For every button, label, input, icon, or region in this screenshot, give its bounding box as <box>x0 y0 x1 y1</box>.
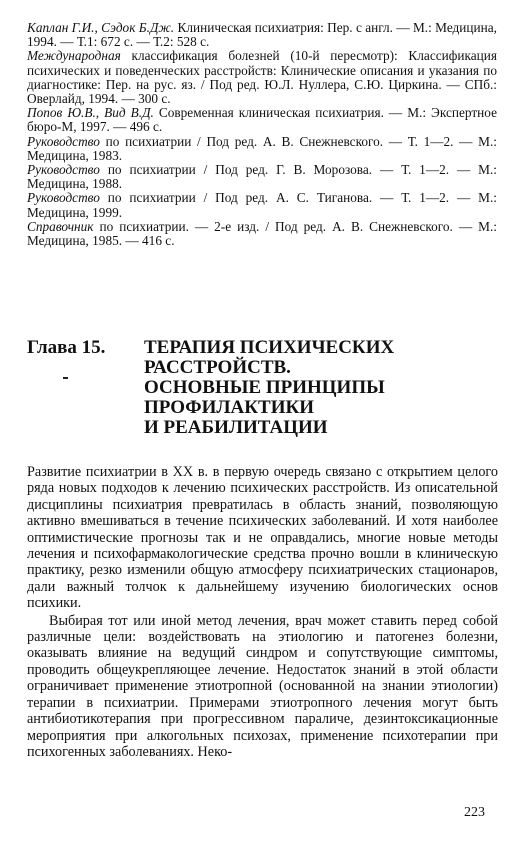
reference-entry <box>27 106 497 134</box>
reference-author: Каплан Г.И., Сэдок Б.Дж. <box>27 20 175 35</box>
reference-text: по психиатрии / Под ред. А. В. Снежневского. — Т. 1—2. — М.: Медицина, 1983. <box>27 133 497 163</box>
chapter-title-line: И РЕАБИЛИТАЦИИ <box>144 417 328 438</box>
page-number: 223 <box>464 805 485 820</box>
reference-author: Справочник <box>27 218 94 234</box>
reference-text: Современная клиническая психиатрия. — М.: Экспертное бюро-М, 1997. — 496 с. <box>27 105 497 135</box>
reference-entry <box>27 191 497 219</box>
reference-text: по психиатрии / Под ред. Г. В. Морозова. — Т. 1—2. — М.: Медицина, 1988. <box>27 162 497 192</box>
chapter-title-line: ПРОФИЛАКТИКИ <box>144 397 315 418</box>
chapter-title-line: ОСНОВНЫЕ ПРИНЦИПЫ <box>144 377 385 398</box>
chapter-title <box>144 338 494 438</box>
reference-text: Клиническая психиатрия: Пер. с англ. — М.: Медицина, 1994. — Т.1: 672 с. — Т.2: 528 с. <box>27 20 497 50</box>
reference-author: Попов Ю.В., Вид В.Д. <box>27 105 154 121</box>
body-text <box>27 464 498 760</box>
reference-entry <box>27 49 497 106</box>
print-mark <box>63 377 68 379</box>
paragraph: Выбирая тот или иной метод лечения, врач может ставить перед собой различные цели: воздействовать на этиологию и патогенез болезни, оказывать влияние на ведущий синдром и сопутствующие симптомы, проводить общеукрепляющее лечение. Недостаток знаний в этой области ограничивает применение этиотропной (основанной на знании этиологии) терапии в психиатрии. Примерами этиотропного лечения могут быть антибиотикотерапия при прогрессивном параличе, дезинтоксикационные мероприятия при алкогольных психозах, применение психотерапии при психогенных заболеваниях. Неко- <box>27 612 498 760</box>
reference-author: Руководство <box>27 190 100 206</box>
reference-entry <box>27 163 497 191</box>
chapter-title-line: ТЕРАПИЯ ПСИХИЧЕСКИХ <box>144 337 395 358</box>
reference-entry <box>27 21 497 49</box>
reference-author: Руководство <box>27 133 100 149</box>
reference-text: классификация болезней (10-й пересмотр): Классификация психических и поведенческих расстройств: Клинические описания и указания по диагностике: Пер. на рус. яз. / Под ред. Ю.Л. Нуллера, С.Ю. Циркина. — СПб.: Оверлайд, 1994. — 300 с. <box>27 48 497 107</box>
reference-text: по психиатрии. — 2-е изд. / Под ред. А. В. Снежневского. — М.: Медицина, 1985. — 416 с. <box>27 218 497 249</box>
reference-list <box>27 21 497 248</box>
reference-author: Международная <box>27 48 121 64</box>
reference-text: по психиатрии / Под ред. А. С. Тиганова. — Т. 1—2. — М.: Медицина, 1999. <box>27 190 497 220</box>
chapter-label: Глава 15. <box>27 337 106 358</box>
reference-entry <box>27 220 497 248</box>
reference-entry <box>27 135 497 163</box>
reference-author: Руководство <box>27 162 100 178</box>
chapter-title-line: РАССТРОЙСТВ. <box>144 357 291 378</box>
paragraph: Развитие психиатрии в XX в. в первую очередь связано с открытием целого ряда новых подходов к лечению психических расстройств. Из описательной дисциплины психиатрия превратилась в область знаний, позволяющую активно вмешиваться в течение психических заболеваний. И хотя наиболее оптимистические прогнозы так и не оправдались, многие новые методы лечения и психофармакологические средства прочно вошли в клиническую практику, резко изменили общую атмосферу психиатрических стационаров, дали важный толчок к дальнейшему изучению биологических основ психики. <box>27 464 498 612</box>
